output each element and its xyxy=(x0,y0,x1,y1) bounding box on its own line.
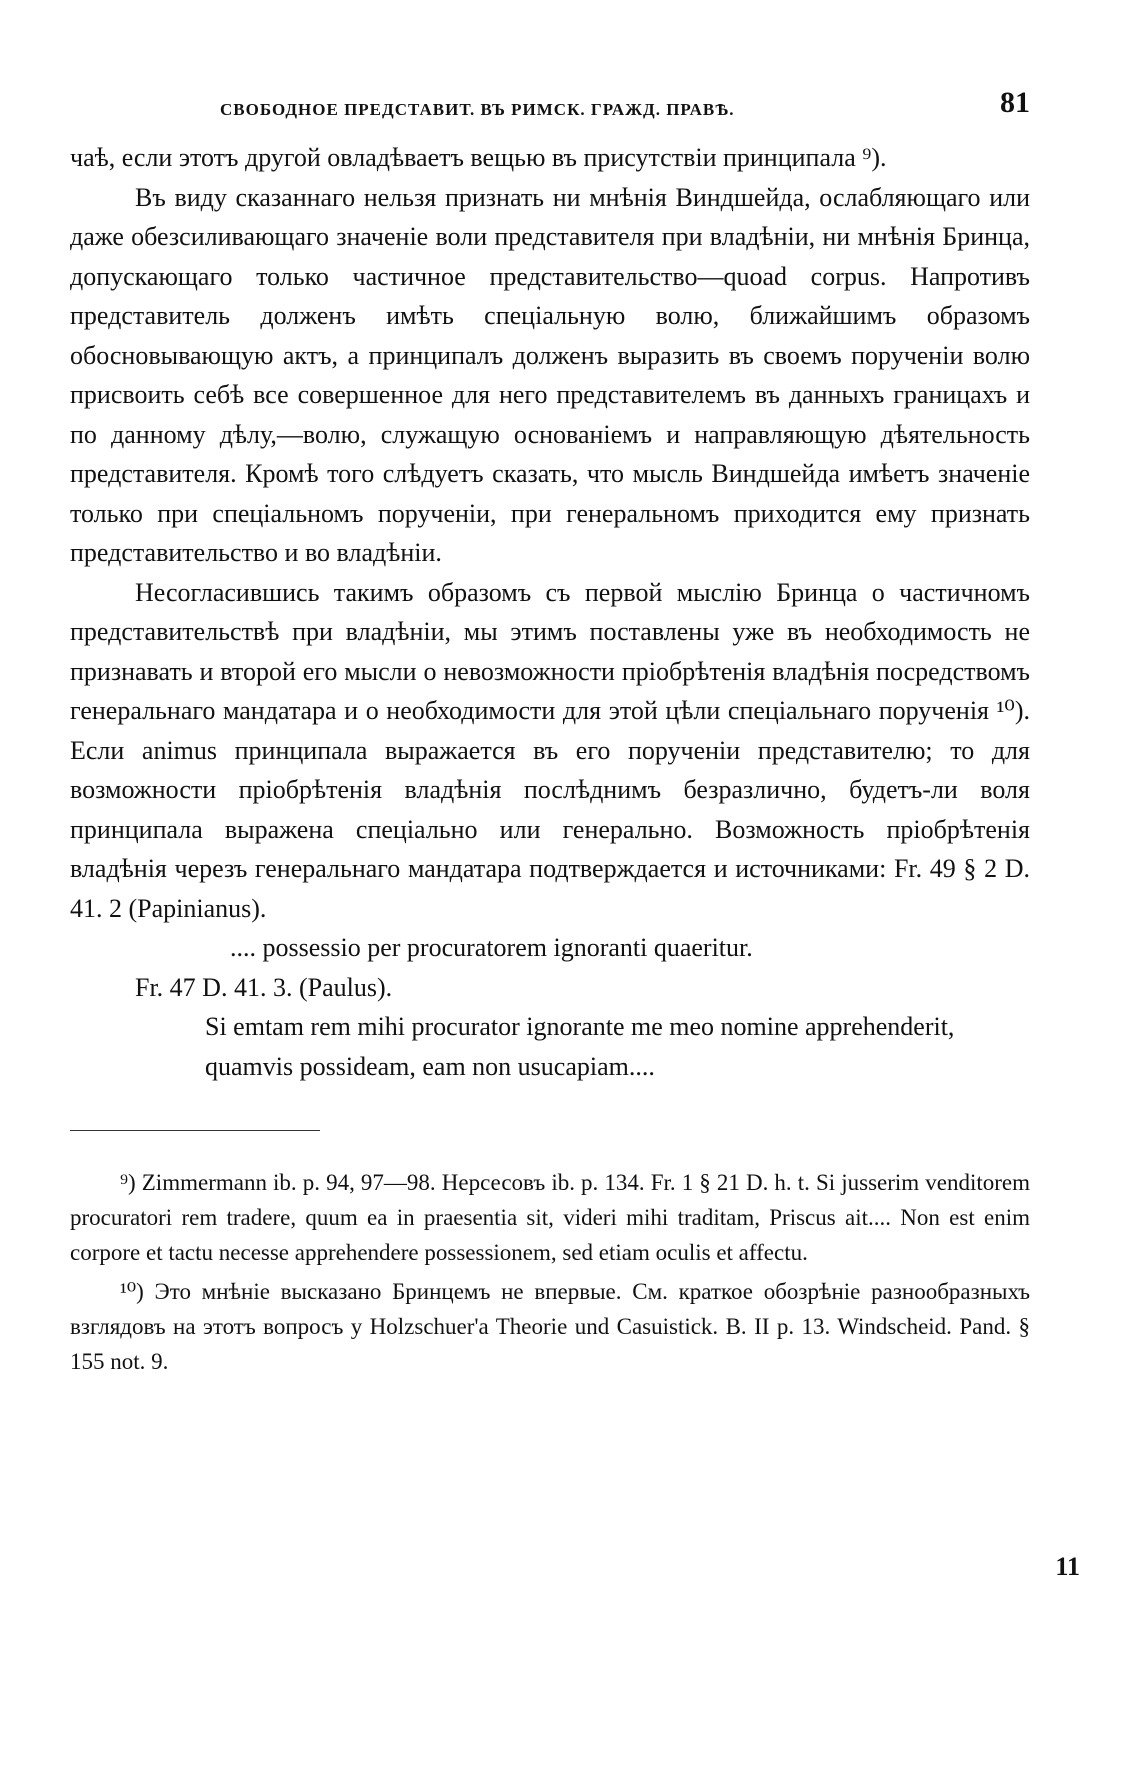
page-number: 81 xyxy=(1000,86,1030,119)
signature-mark: 11 xyxy=(1055,1552,1080,1581)
footnotes xyxy=(70,1165,1030,1379)
page-header xyxy=(70,80,1030,130)
book-page xyxy=(70,80,1030,1383)
footnote-10: ¹⁰) Это мнѣніе высказано Бринцемъ не впервые. См. краткое обозрѣніе разнообразныхъ взглядовъ на этотъ вопросъ у Holzschuer'a Theorie und Casuistick. B. II p. 13. Windscheid. Pand. § 155 not. 9. xyxy=(70,1279,1030,1374)
quote-source: Fr. 47 D. 41. 3. (Paulus). xyxy=(135,972,393,1002)
paragraph: Несогласившись такимъ образомъ съ первой мыслію Бринца о частичномъ представительствѣ при владѣніи, мы этимъ поставлены уже въ необходимость не признавать и второй его мысли о невозможности пріобрѣтенія владѣнія посредствомъ генеральнаго мандатара и о необходимости для этой цѣли спеціальнаго порученія ¹⁰). Если animus принципала выражается въ его порученіи представителю; то для возможности пріобрѣтенія владѣнія послѣднимъ безразлично, будетъ-ли воля принципала выражена спеціально или генерально. Возможность пріобрѣтенія владѣнія черезъ генеральнаго мандатара подтверждается и источниками: Fr. 49 § 2 D. 41. 2 (Papinianus). xyxy=(70,577,1030,923)
footnote-divider xyxy=(70,1130,320,1131)
running-title: СВОБОДНОЕ ПРЕДСТАВИТ. ВЪ РИМСК. ГРАЖД. ПРАВѢ. xyxy=(220,100,735,119)
paragraph: Въ виду сказаннаго нельзя признать ни мнѣнія Виндшейда, ослабляющаго или даже обезсиливающаго значеніе воли представителя при владѣніи, ни мнѣнія Бринца, допускающаго только частичное представительство—quoad corpus. Напротивъ представитель долженъ имѣть спеціальную волю, ближайшимъ образомъ обосновывающую актъ, а принципалъ долженъ выразить въ своемъ порученіи волю присвоить себѣ все совершенное для него представителемъ въ данныхъ границахъ и по данному дѣлу,—волю, служащую основаніемъ и направляющую дѣятельность представителя. Кромѣ того слѣдуетъ сказать, что мысль Виндшейда имѣетъ значеніе только при спеціальномъ порученіи, при генеральномъ приходится ему признать представительство и во владѣніи. xyxy=(70,182,1030,567)
latin-quote: Si emtam rem mihi procurator ignorante me meo nomine apprehenderit, quamvis possideam, eam non usucapiam.... xyxy=(205,1012,955,1081)
paragraph-continuation: чаѣ, если этотъ другой овладѣваетъ вещью въ присутствіи принципала ⁹). xyxy=(70,143,887,172)
latin-quote: .... possessio per procuratorem ignoranti quaeritur. xyxy=(230,933,753,962)
footnote-9: ⁹) Zimmermann ib. p. 94, 97—98. Нерсесовъ ib. p. 134. Fr. 1 § 21 D. h. t. Si jusserim venditorem procuratori rem tradere, quum ea in praesentia sit, videri mihi traditam, Priscus ait.... Non est enim corpore et tactu necesse apprehendere possessionem, sed etiam oculis et affectu. xyxy=(70,1170,1030,1265)
main-text xyxy=(70,138,1030,1086)
